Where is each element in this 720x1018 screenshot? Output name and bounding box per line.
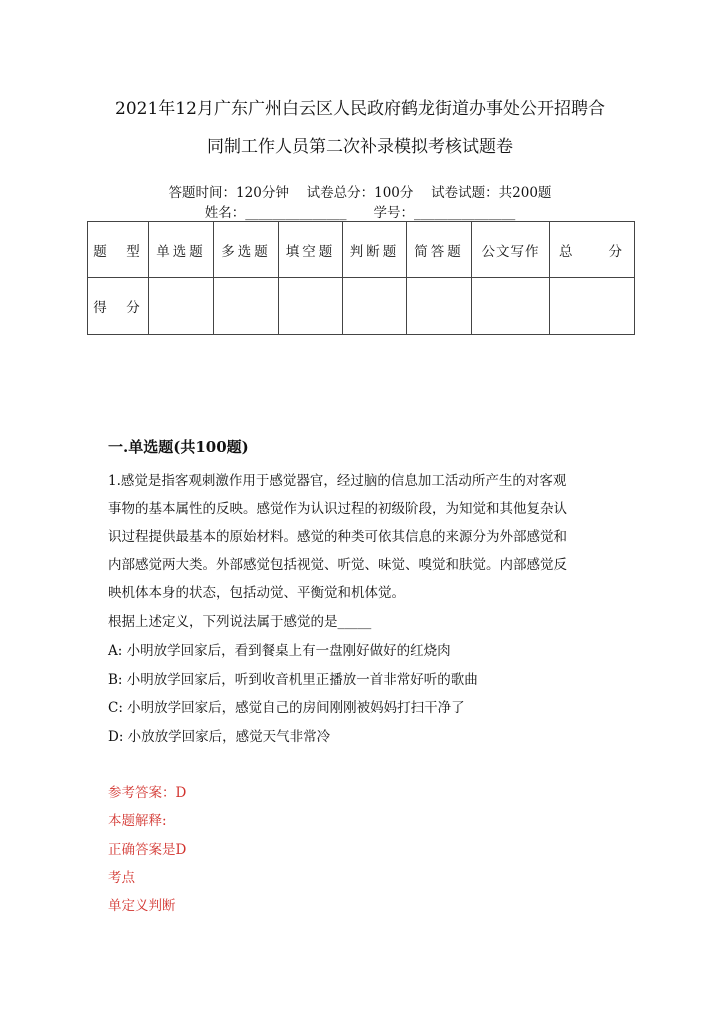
option-b: B: 小明放学回家后，听到收音机里正播放一首非常好听的歌曲 — [108, 672, 478, 688]
question-line: 1.感觉是指客观刺激作用于感觉器官，经过脑的信息加工活动所产生的对客观 — [108, 473, 567, 489]
score-table-header — [88, 222, 635, 278]
question-line: 事物的基本属性的反映。感觉作为认识过程的初级阶段，为知觉和其他复杂认 — [108, 501, 567, 517]
score-table — [87, 221, 635, 335]
score-cell[interactable] — [472, 278, 550, 335]
header-cell: 简答题 — [407, 222, 472, 278]
score-row-label: 得 分 — [88, 278, 149, 335]
reference-answer: 参考答案：D — [108, 785, 187, 801]
header-cell: 单选题 — [149, 222, 214, 278]
option-d: D: 小放放学回家后，感觉天气非常冷 — [108, 729, 331, 745]
header-cell: 公文写作 — [472, 222, 550, 278]
score-cell[interactable] — [279, 278, 343, 335]
option-a: A: 小明放学回家后，看到餐桌上有一盘刚好做好的红烧肉 — [108, 643, 451, 659]
header-cell: 多选题 — [214, 222, 279, 278]
score-cell[interactable] — [343, 278, 407, 335]
topic-value: 单定义判断 — [108, 898, 176, 914]
name-id-line: 姓名：_______________ 学号：_______________ — [204, 205, 516, 221]
question-line: 内部感觉两大类。外部感觉包括视觉、听觉、味觉、嗅觉和肤觉。内部感觉反 — [108, 557, 567, 573]
question-line: 识过程提供最基本的原始材料。感觉的种类可依其信息的来源分为外部感觉和 — [108, 529, 567, 545]
header-cell: 填空题 — [279, 222, 343, 278]
score-row — [88, 278, 635, 335]
question-prompt: 根据上述定义，下列说法属于感觉的是_____ — [108, 614, 372, 630]
question-line: 映机体本身的状态，包括动觉、平衡觉和机体觉。 — [108, 585, 405, 601]
title-line-1: 2021年12月广东广州白云区人民政府鹤龙街道办事处公开招聘合 — [115, 99, 605, 119]
correct-answer: 正确答案是D — [108, 842, 187, 858]
header-cell: 题 型 — [88, 222, 149, 278]
score-cell[interactable] — [550, 278, 635, 335]
header-cell: 判断题 — [343, 222, 407, 278]
topic-label: 考点 — [108, 870, 135, 886]
score-cell[interactable] — [149, 278, 214, 335]
score-cell[interactable] — [214, 278, 279, 335]
section-heading: 一.单选题(共100题) — [108, 438, 249, 456]
score-cell[interactable] — [407, 278, 472, 335]
option-c: C: 小明放学回家后，感觉自己的房间刚刚被妈妈打扫干净了 — [108, 700, 465, 716]
exam-info: 答题时间：120分钟 试卷总分：100分 试卷试题：共200题 — [168, 185, 552, 201]
title-line-2: 同制工作人员第二次补录模拟考核试题卷 — [207, 137, 513, 157]
header-cell: 总 分 — [550, 222, 635, 278]
explanation-label: 本题解释: — [108, 813, 167, 829]
